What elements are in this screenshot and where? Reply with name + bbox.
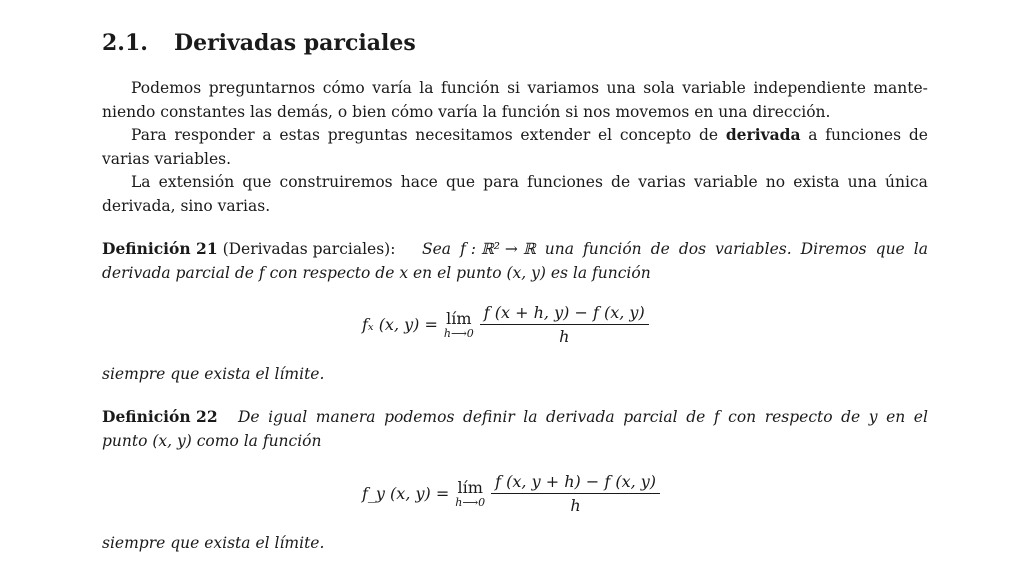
def21-after: siempre que exista el límite.: [102, 365, 325, 383]
def21-label: Definición 21: [102, 239, 218, 258]
word: derivada: [725, 125, 801, 144]
word: definir: [462, 408, 515, 426]
word: a: [808, 126, 818, 144]
def22-after: siempre que exista el límite.: [102, 534, 325, 552]
def22-numerator: f (x, y + h) − f (x, y): [491, 472, 660, 494]
def21-line2: derivada parcial de f con respecto de x en el punto (x, y) es la función: [102, 264, 651, 282]
word: Diremos: [800, 240, 867, 258]
def21-line1: [102, 239, 928, 259]
def22-fraction: [491, 472, 660, 515]
word: necesitamos: [415, 126, 513, 144]
word: extensión: [158, 173, 235, 191]
word: la: [419, 79, 434, 97]
word: de: [698, 126, 719, 144]
def21-statement-words: [422, 239, 928, 259]
word: construiremos: [279, 173, 393, 191]
word: Podemos: [131, 79, 202, 97]
word: podemos: [384, 408, 455, 426]
section-title: Derivadas parciales: [174, 30, 416, 56]
word: Sea: [422, 240, 452, 258]
def21-lim-sub: h⟶0: [443, 327, 474, 340]
def22-line2: punto (x, y) como la función: [102, 432, 322, 450]
word: a: [262, 126, 272, 144]
word: para: [483, 173, 519, 191]
word: variable: [682, 79, 746, 97]
word: el: [597, 126, 613, 144]
def21-formula: [362, 303, 649, 346]
word: mante-: [873, 79, 928, 97]
def22-limit: [455, 478, 485, 509]
def22-label: Definición 22: [102, 407, 218, 426]
word: estas: [279, 126, 320, 144]
def22-line1: [102, 407, 928, 427]
section-number: 2.1.: [102, 30, 148, 56]
word: responder: [174, 126, 255, 144]
def21-numerator: f (x + h, y) − f (x, y): [480, 303, 649, 325]
word: una: [544, 240, 574, 258]
word: que: [875, 240, 905, 258]
word: preguntarnos: [208, 79, 316, 97]
word: el: [913, 408, 928, 426]
def22-lim-label: lím: [457, 478, 483, 497]
word: dos: [678, 240, 707, 258]
def22-denominator: h: [570, 496, 581, 515]
word: concepto: [619, 126, 692, 144]
word: f: [713, 408, 720, 426]
word: de: [650, 240, 670, 258]
def22-formula: [362, 472, 660, 515]
word: variables.: [715, 240, 792, 258]
word: La: [131, 173, 151, 191]
word: en: [886, 408, 906, 426]
intro-p2-line2: varias variables.: [102, 150, 232, 168]
def21-fraction: [480, 303, 649, 346]
word: manera: [315, 408, 376, 426]
word: con: [728, 408, 757, 426]
word: respecto: [764, 408, 833, 426]
word: variamos: [527, 79, 600, 97]
word: hace: [400, 173, 438, 191]
intro-p1-line1: [131, 78, 928, 98]
word: y: [868, 408, 878, 426]
word: f : ℝ² → ℝ: [460, 240, 536, 258]
word: varía: [372, 79, 412, 97]
word: derivada: [546, 408, 615, 426]
intro-p3-line2: derivada, sino varias.: [102, 197, 271, 215]
def22-statement-words: [238, 407, 928, 427]
intro-p2-line1: [131, 125, 928, 145]
word: funciones: [527, 173, 603, 191]
def21-denominator: h: [559, 327, 570, 346]
def21-limit: [444, 309, 474, 340]
def22-lim-sub: h⟶0: [455, 496, 486, 509]
word: la: [523, 408, 538, 426]
word: sola: [643, 79, 675, 97]
intro-p1-line2: niendo constantes las demás, o bien cómo varía la función si nos movemos en una dirección.: [102, 103, 831, 121]
word: una: [847, 173, 877, 191]
word: preguntas: [327, 126, 408, 144]
intro-p3-line1: [131, 172, 928, 192]
def21-lhs: fₓ (x, y) =: [362, 315, 438, 334]
def22-lhs: f_y (x, y) =: [362, 484, 450, 503]
word: funciones: [825, 126, 902, 144]
word: exista: [793, 173, 840, 191]
word: la: [913, 240, 928, 258]
word: no: [765, 173, 786, 191]
word: de: [611, 173, 631, 191]
word: si: [507, 79, 521, 97]
word: Para: [131, 126, 167, 144]
word: que: [242, 173, 272, 191]
word: parcial: [623, 408, 678, 426]
word: que: [445, 173, 476, 191]
def21-note: (Derivadas parciales):: [222, 240, 396, 258]
def21-lim-label: lím: [446, 309, 472, 328]
def21-head: [102, 239, 395, 259]
word: de: [841, 408, 861, 426]
word: de: [686, 408, 706, 426]
word: de: [908, 126, 928, 144]
word: De: [238, 408, 260, 426]
word: cómo: [322, 79, 365, 97]
word: única: [884, 173, 928, 191]
word: variable: [693, 173, 758, 191]
word: extender: [520, 126, 591, 144]
word: independiente: [753, 79, 866, 97]
word: igual: [268, 408, 308, 426]
word: una: [606, 79, 636, 97]
word: varias: [638, 173, 686, 191]
word: función: [583, 240, 642, 258]
word: función: [440, 79, 500, 97]
